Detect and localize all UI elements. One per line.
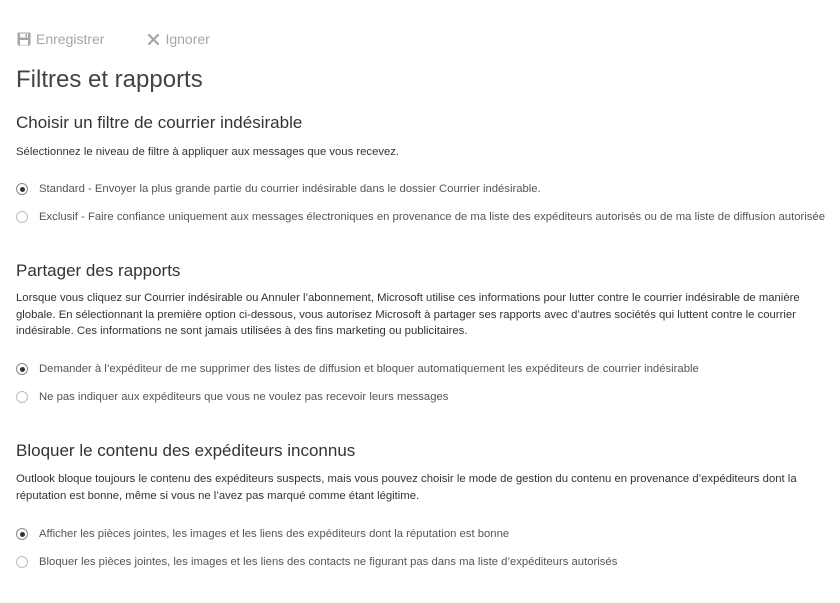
junk-filter-heading: Choisir un filtre de courrier indésirable bbox=[16, 113, 303, 132]
ignore-label: Ignorer bbox=[165, 31, 210, 47]
block-content-option-show[interactable] bbox=[16, 528, 509, 540]
save-button[interactable] bbox=[17, 31, 104, 47]
junk-filter-option-standard[interactable] bbox=[16, 183, 541, 195]
share-reports-heading: Partager des rapports bbox=[16, 261, 181, 280]
share-reports-option-unsubscribe[interactable] bbox=[16, 363, 699, 375]
radio-unchecked-icon[interactable] bbox=[16, 391, 28, 403]
share-reports-description: Lorsque vous cliquez sur Courrier indésirable ou Annuler l’abonnement, Microsoft utilise ces informations pour lutter contre le courrier indésirable de manière globale. En sélectionnant la première option ci-dessous, vous autorisez Microsoft à partager ses rapports avec d’autres sociétés qui luttent contre le courrier indésirable. Ces informations ne sont jamais utilisées à des fins marketing ou publicitaires. bbox=[16, 292, 800, 337]
block-content-heading: Bloquer le contenu des expéditeurs inconnus bbox=[16, 441, 356, 460]
block-content-option-block[interactable] bbox=[16, 556, 617, 568]
radio-checked-icon[interactable] bbox=[16, 363, 28, 375]
option-label: Bloquer les pièces jointes, les images et les liens des contacts ne figurant pas dans ma liste d’expéditeurs autorisés bbox=[39, 556, 618, 568]
radio-unchecked-icon[interactable] bbox=[16, 211, 28, 223]
share-reports-option-no-notify[interactable] bbox=[16, 391, 448, 403]
option-label: Standard - Envoyer la plus grande partie du courrier indésirable dans le dossier Courrier indésirable. bbox=[39, 183, 541, 195]
save-label: Enregistrer bbox=[36, 31, 105, 47]
junk-filter-section bbox=[16, 113, 840, 223]
radio-checked-icon[interactable] bbox=[16, 183, 28, 195]
floppy-disk-icon bbox=[17, 32, 31, 46]
radio-checked-icon[interactable] bbox=[16, 528, 28, 540]
close-icon bbox=[147, 33, 160, 46]
command-bar bbox=[17, 31, 210, 47]
junk-filter-description: Sélectionnez le niveau de filtre à appliquer aux messages que vous recevez. bbox=[16, 146, 400, 158]
option-label: Exclusif - Faire confiance uniquement aux messages électroniques en provenance de ma liste des expéditeurs autorisés ou de ma liste de diffusion autorisée bbox=[39, 211, 825, 223]
option-label: Ne pas indiquer aux expéditeurs que vous ne voulez pas recevoir leurs messages bbox=[39, 391, 449, 403]
ignore-button[interactable] bbox=[147, 31, 209, 47]
junk-filter-option-exclusive[interactable] bbox=[16, 211, 825, 223]
option-label: Afficher les pièces jointes, les images et les liens des expéditeurs dont la réputation est bonne bbox=[39, 528, 510, 540]
page-title: Filtres et rapports bbox=[16, 66, 203, 93]
block-content-description: Outlook bloque toujours le contenu des expéditeurs suspects, mais vous pouvez choisir le mode de gestion du contenu en provenance d’expéditeurs dont la réputation est bonne, même si vous ne l’avez pas marqué comme étant légitime. bbox=[16, 473, 797, 502]
block-content-section bbox=[16, 441, 840, 568]
option-label: Demander à l’expéditeur de me supprimer des listes de diffusion et bloquer automatiquement les expéditeurs de courrier indésirable bbox=[39, 363, 699, 375]
radio-unchecked-icon[interactable] bbox=[16, 556, 28, 568]
share-reports-section bbox=[16, 261, 840, 403]
